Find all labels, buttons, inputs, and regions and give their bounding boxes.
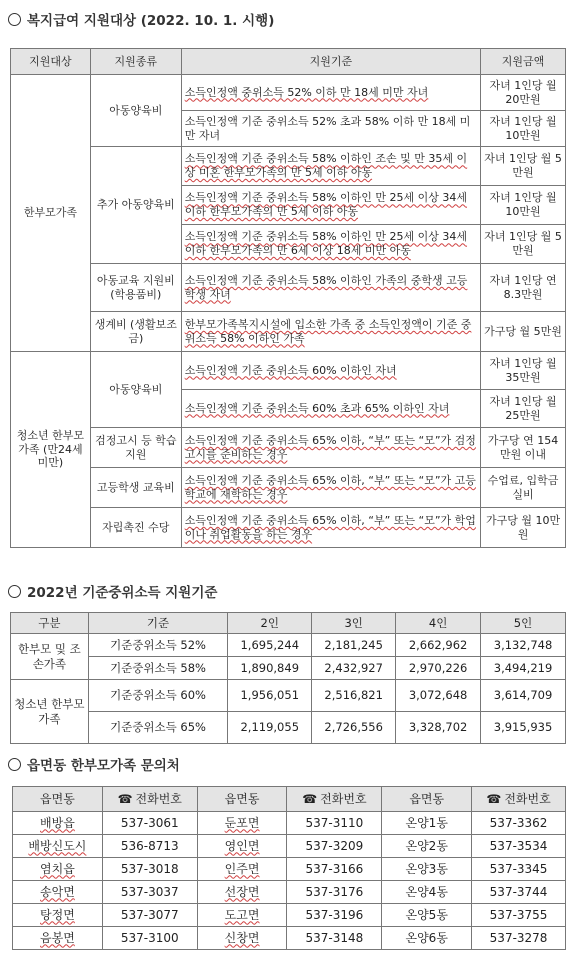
criteria-cell: 한부모가족복지시설에 입소한 가족 중 소득인정액이 기준 중위소득 58% 이하인 가족 bbox=[181, 312, 480, 352]
amount-cell: 자녀 1인당 월 10만원 bbox=[481, 111, 566, 147]
value-cell: 3,328,702 bbox=[396, 712, 481, 744]
phone-cell: 537-3196 bbox=[287, 904, 382, 927]
area-cell: 송악면 bbox=[13, 881, 103, 904]
table-row bbox=[11, 712, 566, 744]
basis-cell: 기준중위소득 60% bbox=[88, 680, 228, 712]
header-5p: 5인 bbox=[481, 613, 566, 634]
phone-cell: 537-3061 bbox=[102, 812, 197, 835]
criteria-cell: 소득인정액 기준 중위소득 58% 이하인 만 25세 이상 34세 이하 한부모가족의 만 5세 이하 아동 bbox=[181, 186, 480, 225]
table-row bbox=[11, 147, 566, 186]
table-row bbox=[11, 312, 566, 352]
phone-cell: 537-3018 bbox=[102, 858, 197, 881]
table-header-row bbox=[13, 787, 566, 812]
area-cell: 영인면 bbox=[197, 835, 287, 858]
header-area: 읍면동 bbox=[382, 787, 472, 812]
phone-cell: 537-3176 bbox=[287, 881, 382, 904]
criteria-cell: 소득인정액 기준 중위소득 60% 초과 65% 이하인 자녀 bbox=[181, 390, 480, 428]
area-cell: 인주면 bbox=[197, 858, 287, 881]
amount-cell: 자녀 1인당 월 25만원 bbox=[481, 390, 566, 428]
value-cell: 1,695,244 bbox=[228, 634, 312, 657]
group-youth-single-parent: 청소년 한부모 가족 bbox=[11, 680, 89, 744]
area-cell: 신창면 bbox=[197, 927, 287, 950]
header-amount: 지원금액 bbox=[481, 49, 566, 75]
circle-bullet-icon bbox=[8, 758, 21, 771]
phone-icon: ☎ bbox=[117, 791, 133, 806]
area-cell: 배방신도시 bbox=[13, 835, 103, 858]
table-row bbox=[13, 881, 566, 904]
table-header-row bbox=[11, 49, 566, 75]
phone-cell: 537-3100 bbox=[102, 927, 197, 950]
table-row bbox=[11, 468, 566, 508]
header-area: 읍면동 bbox=[197, 787, 287, 812]
amount-cell: 자녀 1인당 월 20만원 bbox=[481, 75, 566, 111]
area-cell: 배방읍 bbox=[13, 812, 103, 835]
phone-icon: ☎ bbox=[486, 791, 502, 806]
value-cell: 2,516,821 bbox=[312, 680, 396, 712]
criteria-cell: 소득인정액 기준 중위소득 65% 이하, “부” 또는 “모”가 검정고시를 준비하는 경우 bbox=[181, 428, 480, 468]
phone-cell: 537-3278 bbox=[472, 927, 566, 950]
header-phone: ☎ 전화번호 bbox=[287, 787, 382, 812]
type-cell: 아동양육비 bbox=[90, 75, 181, 147]
header-2p: 2인 bbox=[228, 613, 312, 634]
header-criteria: 지원기준 bbox=[181, 49, 480, 75]
phone-cell: 537-3755 bbox=[472, 904, 566, 927]
value-cell: 1,956,051 bbox=[228, 680, 312, 712]
circle-bullet-icon bbox=[8, 13, 21, 26]
table-row bbox=[11, 352, 566, 390]
value-cell: 2,432,927 bbox=[312, 657, 396, 680]
amount-cell: 자녀 1인당 월 35만원 bbox=[481, 352, 566, 390]
phone-cell: 537-3362 bbox=[472, 812, 566, 835]
area-cell: 도고면 bbox=[197, 904, 287, 927]
table-row bbox=[11, 508, 566, 548]
header-type: 지원종류 bbox=[90, 49, 181, 75]
table-row bbox=[11, 428, 566, 468]
value-cell: 3,915,935 bbox=[481, 712, 566, 744]
value-cell: 2,119,055 bbox=[228, 712, 312, 744]
area-cell: 온양1동 bbox=[382, 812, 472, 835]
criteria-cell: 소득인정액 중위소득 52% 이하 만 18세 미만 자녀 bbox=[181, 75, 480, 111]
type-cell: 추가 아동양육비 bbox=[90, 147, 181, 264]
phone-cell: 537-3077 bbox=[102, 904, 197, 927]
table-row bbox=[13, 835, 566, 858]
area-cell: 온양4동 bbox=[382, 881, 472, 904]
amount-cell: 가구당 연 154만원 이내 bbox=[481, 428, 566, 468]
type-cell: 고등학생 교육비 bbox=[90, 468, 181, 508]
type-cell: 생계비 (생활보조금) bbox=[90, 312, 181, 352]
table-header-row bbox=[11, 613, 566, 634]
area-cell: 온양5동 bbox=[382, 904, 472, 927]
area-cell: 온양3동 bbox=[382, 858, 472, 881]
amount-cell: 자녀 1인당 연 8.3만원 bbox=[481, 264, 566, 312]
header-phone: ☎ 전화번호 bbox=[472, 787, 566, 812]
section-title-contacts: 읍면동 한부모가족 문의처 bbox=[8, 754, 180, 774]
group-single-parent-grandparent: 한부모 및 조손가족 bbox=[11, 634, 89, 680]
median-income-table bbox=[10, 612, 566, 744]
phone-cell: 537-3534 bbox=[472, 835, 566, 858]
header-basis: 기준 bbox=[88, 613, 228, 634]
phone-cell: 537-3345 bbox=[472, 858, 566, 881]
type-cell: 아동교육 지원비 (학용품비) bbox=[90, 264, 181, 312]
criteria-cell: 소득인정액 기준 중위소득 58% 이하인 조손 및 만 35세 이상 미혼 한부모가족의 만 5세 이하 아동 bbox=[181, 147, 480, 186]
phone-cell: 537-3744 bbox=[472, 881, 566, 904]
value-cell: 3,072,648 bbox=[396, 680, 481, 712]
header-target: 지원대상 bbox=[11, 49, 91, 75]
type-cell: 검정고시 등 학습지원 bbox=[90, 428, 181, 468]
contact-table bbox=[12, 786, 566, 950]
criteria-cell: 소득인정액 기준 중위소득 65% 이하, “부” 또는 “모”가 고등학교에 재학하는 경우 bbox=[181, 468, 480, 508]
value-cell: 3,494,219 bbox=[481, 657, 566, 680]
value-cell: 2,662,962 bbox=[396, 634, 481, 657]
basis-cell: 기준중위소득 65% bbox=[88, 712, 228, 744]
phone-cell: 537-3166 bbox=[287, 858, 382, 881]
value-cell: 2,181,245 bbox=[312, 634, 396, 657]
type-cell: 자립촉진 수당 bbox=[90, 508, 181, 548]
type-cell: 아동양육비 bbox=[90, 352, 181, 428]
criteria-cell: 소득인정액 기준 중위소득 58% 이하인 가족의 중학생 고등학생 자녀 bbox=[181, 264, 480, 312]
circle-bullet-icon bbox=[8, 585, 21, 598]
table-row bbox=[13, 904, 566, 927]
area-cell: 음봉면 bbox=[13, 927, 103, 950]
phone-cell: 537-3209 bbox=[287, 835, 382, 858]
header-4p: 4인 bbox=[396, 613, 481, 634]
value-cell: 3,132,748 bbox=[481, 634, 566, 657]
value-cell: 2,970,226 bbox=[396, 657, 481, 680]
area-cell: 둔포면 bbox=[197, 812, 287, 835]
amount-cell: 자녀 1인당 월 10만원 bbox=[481, 186, 566, 225]
welfare-table bbox=[10, 48, 566, 548]
area-cell: 탕정면 bbox=[13, 904, 103, 927]
header-area: 읍면동 bbox=[13, 787, 103, 812]
phone-cell: 537-3110 bbox=[287, 812, 382, 835]
criteria-cell: 소득인정액 기준 중위소득 60% 이하인 자녀 bbox=[181, 352, 480, 390]
table-row bbox=[11, 264, 566, 312]
area-cell: 염치읍 bbox=[13, 858, 103, 881]
area-cell: 온양6동 bbox=[382, 927, 472, 950]
area-cell: 선장면 bbox=[197, 881, 287, 904]
group-single-parent: 한부모가족 bbox=[11, 75, 91, 352]
header-category: 구분 bbox=[11, 613, 89, 634]
amount-cell: 수업료, 입학금 실비 bbox=[481, 468, 566, 508]
value-cell: 2,726,556 bbox=[312, 712, 396, 744]
group-youth-single-parent: 청소년 한부모가족 (만24세미만) bbox=[11, 352, 91, 548]
phone-cell: 537-3148 bbox=[287, 927, 382, 950]
section-title-median-income: 2022년 기준중위소득 지원기준 bbox=[8, 581, 217, 601]
header-phone: ☎ 전화번호 bbox=[102, 787, 197, 812]
area-cell: 온양2동 bbox=[382, 835, 472, 858]
criteria-cell: 소득인정액 기준 중위소득 52% 초과 58% 이하 만 18세 미만 자녀 bbox=[181, 111, 480, 147]
amount-cell: 자녀 1인당 월 5만원 bbox=[481, 225, 566, 264]
table-row bbox=[11, 680, 566, 712]
table-row bbox=[11, 634, 566, 657]
phone-cell: 537-3037 bbox=[102, 881, 197, 904]
amount-cell: 가구당 월 5만원 bbox=[481, 312, 566, 352]
table-row bbox=[11, 657, 566, 680]
amount-cell: 가구당 월 10만원 bbox=[481, 508, 566, 548]
table-row bbox=[13, 927, 566, 950]
table-row bbox=[13, 812, 566, 835]
basis-cell: 기준중위소득 52% bbox=[88, 634, 228, 657]
table-row bbox=[11, 75, 566, 111]
criteria-cell: 소득인정액 기준 중위소득 65% 이하, “부” 또는 “모”가 학업이나 취업활동을 하는 경우 bbox=[181, 508, 480, 548]
section-title-welfare: 복지급여 지원대상 (2022. 10. 1. 시행) bbox=[8, 9, 274, 29]
amount-cell: 자녀 1인당 월 5만원 bbox=[481, 147, 566, 186]
basis-cell: 기준중위소득 58% bbox=[88, 657, 228, 680]
criteria-cell: 소득인정액 기준 중위소득 58% 이하인 만 25세 이상 34세 이하 한부모가족의 만 6세 이상 18세 미만 아동 bbox=[181, 225, 480, 264]
header-3p: 3인 bbox=[312, 613, 396, 634]
value-cell: 1,890,849 bbox=[228, 657, 312, 680]
phone-cell: 536-8713 bbox=[102, 835, 197, 858]
phone-icon: ☎ bbox=[302, 791, 318, 806]
table-row bbox=[13, 858, 566, 881]
value-cell: 3,614,709 bbox=[481, 680, 566, 712]
